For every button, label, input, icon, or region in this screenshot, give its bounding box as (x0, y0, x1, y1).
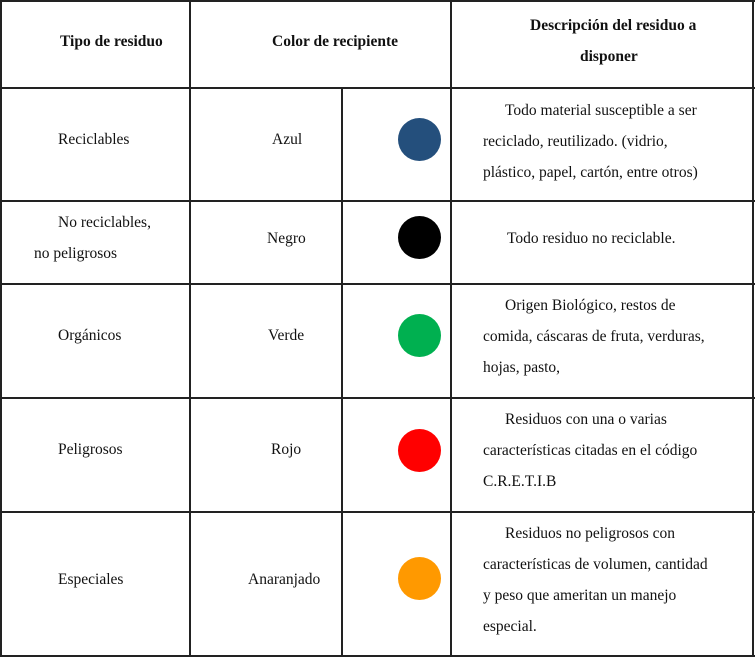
table-border (0, 0, 755, 2)
desc-cell (483, 518, 753, 642)
row-divider (0, 511, 755, 513)
desc-cell: Todo residuo no reciclable. (507, 230, 676, 247)
row-divider (0, 87, 755, 89)
desc-line: Residuos con una o varias (505, 411, 667, 428)
tipo-cell: Orgánicos (58, 327, 122, 344)
col-divider (341, 87, 343, 657)
blue-circle-icon (398, 118, 441, 161)
tipo-cell: No reciclables, (58, 214, 151, 231)
desc-line: reciclado, reutilizado. (vidrio, (483, 133, 668, 150)
desc-cell (483, 290, 753, 383)
col-divider (189, 0, 191, 657)
desc-line: y peso que ameritan un manejo (483, 587, 677, 604)
desc-line: características de volumen, cantidad (483, 556, 708, 573)
row-divider (0, 283, 755, 285)
desc-line: especial. (483, 618, 537, 635)
desc-line: Origen Biológico, restos de (505, 297, 676, 314)
desc-line: Todo material susceptible a ser (505, 102, 697, 119)
col-divider (450, 0, 452, 657)
row-divider (0, 200, 755, 202)
header-color: Color de recipiente (272, 33, 398, 50)
header-desc: Descripción del residuo a (530, 17, 697, 34)
desc-line: Residuos no peligrosos con (505, 525, 676, 542)
desc-line: características citadas en el código (483, 442, 698, 459)
desc-line: plástico, papel, cartón, entre otros) (483, 164, 698, 181)
tipo-cell: Reciclables (58, 131, 130, 148)
tipo-cell: Especiales (58, 571, 124, 588)
header-tipo: Tipo de residuo (60, 33, 163, 50)
row-divider (0, 397, 755, 399)
desc-cell (483, 404, 753, 497)
color-name: Negro (267, 230, 306, 247)
black-circle-icon (398, 216, 441, 259)
color-name: Anaranjado (248, 571, 321, 588)
color-name: Rojo (271, 441, 302, 458)
tipo-cell: Peligrosos (58, 441, 123, 458)
table-border (0, 0, 2, 657)
desc-line: C.R.E.T.I.B (483, 473, 557, 490)
header-desc: disponer (580, 48, 638, 65)
color-name: Azul (272, 131, 303, 148)
color-name: Verde (268, 327, 305, 344)
desc-line: hojas, pasto, (483, 359, 561, 376)
red-circle-icon (398, 429, 441, 472)
orange-circle-icon (398, 557, 441, 600)
green-circle-icon (398, 314, 441, 357)
desc-cell (483, 95, 753, 188)
desc-line: comida, cáscaras de fruta, verduras, (483, 328, 705, 345)
tipo-cell: no peligrosos (34, 245, 118, 262)
